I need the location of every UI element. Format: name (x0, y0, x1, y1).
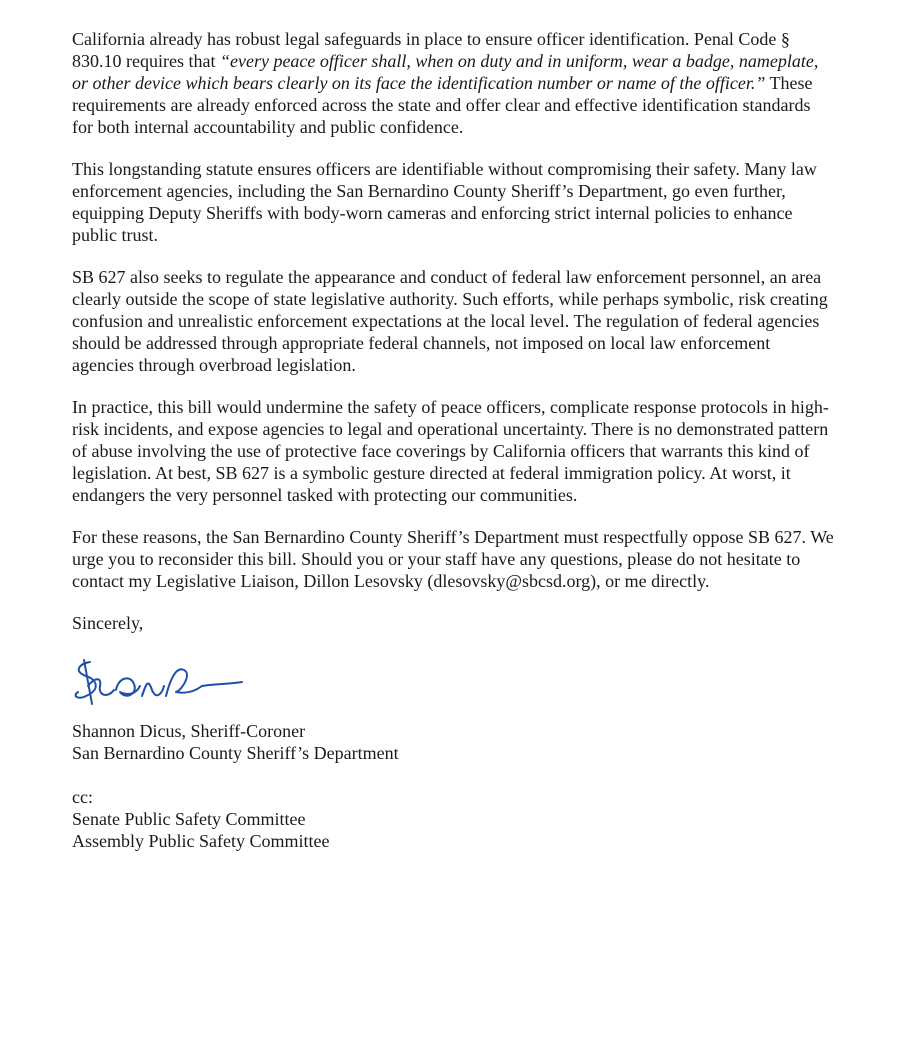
cc-block (72, 786, 835, 852)
paragraph-oppose: For these reasons, the San Bernardino County Sheriff’s Department must respectfully oppose SB 627. We urge you to reconsider this bill. Should you or your staff have any questions, please do not hesitate to contact my Legislative Liaison, Dillon Lesovsky (dlesovsky@sbcsd.org), or me directly. (72, 527, 834, 591)
cc-label: cc: (72, 787, 93, 807)
paragraph-federal: SB 627 also seeks to regulate the appearance and conduct of federal law enforcement personnel, an area clearly outside the scope of state legislative authority. Such efforts, while perhaps symbolic, risk creating confusion and unrealistic enforcement expectations at the local level. The regulation of federal agencies should be addressed through appropriate federal channels, not imposed on local law enforcement agencies through overbroad legislation. (72, 267, 828, 375)
cc-recipient: Assembly Public Safety Committee (72, 831, 330, 851)
paragraph-penal-code-rest: These requirements are already enforced across the state and offer clear and effective identification standards for both internal accountability and public confidence. (72, 73, 813, 137)
signer-organization: San Bernardino County Sheriff’s Department (72, 743, 399, 763)
closing-salutation: Sincerely, (72, 613, 144, 633)
penal-code-quote: “every peace officer shall, when on duty and in uniform, wear a badge, nameplate, or other device which bears clearly on its face the identification number or name of the officer.” (72, 51, 819, 93)
cc-recipient: Senate Public Safety Committee (72, 809, 306, 829)
signer-name: Shannon Dicus, Sheriff-Coroner (72, 721, 306, 741)
paragraph-penal-code (72, 28, 835, 138)
signature (72, 656, 835, 712)
handwritten-signature (72, 656, 247, 712)
signature-block (72, 720, 835, 764)
paragraph-statute: This longstanding statute ensures officers are identifiable without compromising their safety. Many law enforcement agencies, including the San Bernardino County Sheriff’s Department, go even further, equipping Deputy Sheriffs with body-worn cameras and enforcing strict internal policies to enhance public trust. (72, 159, 817, 245)
paragraph-penal-code-intro: California already has robust legal safeguards in place to ensure officer identification. Penal Code § 830.10 requires that (72, 29, 790, 71)
paragraph-practice: In practice, this bill would undermine the safety of peace officers, complicate response protocols in high-risk incidents, and expose agencies to legal and operational uncertainty. There is no demonstrated pattern of abuse involving the use of protective face coverings by California officers that warrants this kind of legislation. At best, SB 627 is a symbolic gesture directed at federal immigration policy. At worst, it endangers the very personnel tasked with protecting our communities. (72, 397, 829, 505)
